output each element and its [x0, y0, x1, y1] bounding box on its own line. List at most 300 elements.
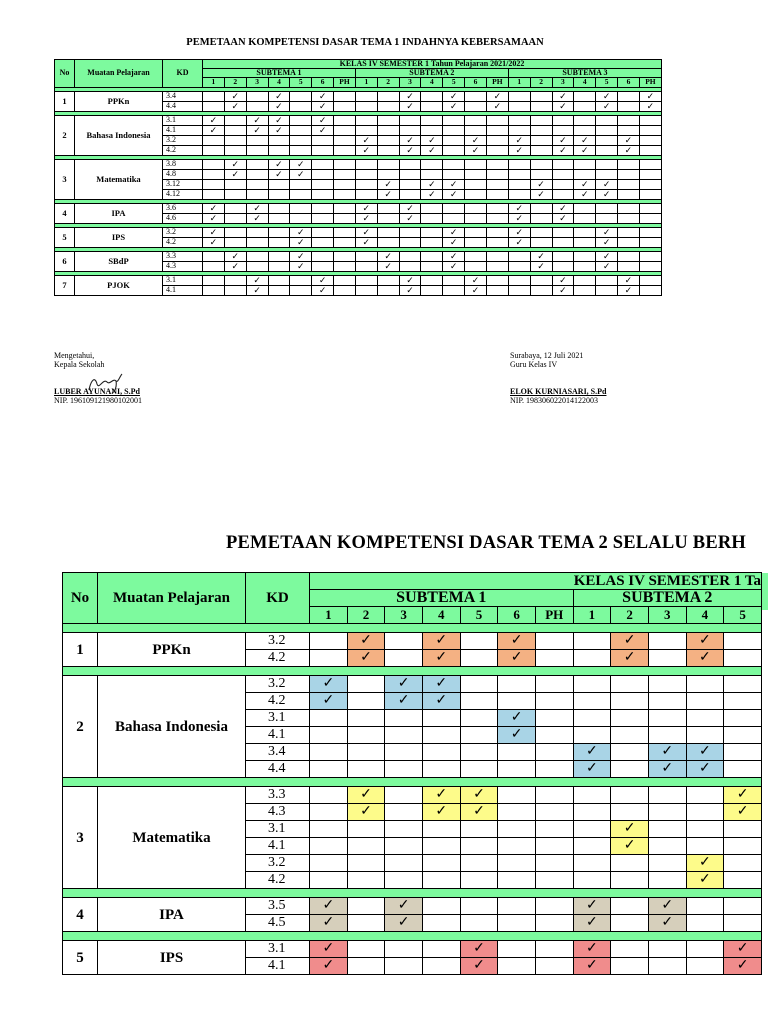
empty-cell — [648, 650, 686, 667]
checkmark-icon: ✓ — [602, 236, 611, 247]
checked-cell — [596, 251, 618, 261]
checked-cell — [530, 261, 552, 271]
signature-left-name: LUBER AYUNANI, S.Pd — [54, 387, 140, 396]
checkmark-icon: ✓ — [736, 804, 749, 819]
column-number: 5 — [596, 78, 618, 87]
empty-cell — [290, 115, 312, 125]
kd-cell: 3.2 — [246, 855, 310, 872]
empty-cell — [460, 898, 498, 915]
empty-cell — [508, 169, 530, 179]
empty-cell — [347, 710, 385, 727]
handwritten-signature — [85, 370, 125, 394]
kd-cell: 3.6 — [163, 203, 203, 213]
signature-right — [510, 351, 606, 405]
empty-cell — [530, 159, 552, 169]
empty-cell — [203, 159, 225, 169]
checked-cell — [465, 145, 487, 155]
checked-cell — [552, 285, 574, 295]
checked-cell — [290, 251, 312, 261]
checked-cell — [552, 275, 574, 285]
checked-cell — [552, 91, 574, 101]
empty-cell — [334, 145, 356, 155]
empty-cell — [443, 159, 465, 169]
empty-cell — [422, 821, 460, 838]
empty-cell — [377, 115, 399, 125]
checked-cell — [290, 227, 312, 237]
checked-cell — [421, 135, 443, 145]
empty-cell — [574, 203, 596, 213]
column-number: 6 — [312, 78, 334, 87]
column-number: 2 — [377, 78, 399, 87]
checked-cell — [224, 91, 246, 101]
table-row — [55, 251, 662, 261]
subject-number: 2 — [55, 115, 75, 155]
empty-cell — [596, 169, 618, 179]
empty-cell — [203, 261, 225, 271]
checked-cell — [443, 237, 465, 247]
checked-cell — [508, 227, 530, 237]
empty-cell — [724, 650, 762, 667]
checked-cell — [310, 958, 348, 975]
kd-cell: 4.2 — [163, 237, 203, 247]
empty-cell — [486, 125, 508, 135]
checkmark-icon: ✓ — [559, 134, 567, 145]
checked-cell — [246, 275, 268, 285]
subject-name: PJOK — [75, 275, 163, 295]
checkmark-icon: ✓ — [322, 958, 335, 973]
checked-cell — [618, 145, 640, 155]
empty-cell — [508, 285, 530, 295]
checked-cell — [422, 633, 460, 650]
checked-cell — [377, 261, 399, 271]
checkmark-icon: ✓ — [661, 915, 674, 930]
empty-cell — [443, 275, 465, 285]
empty-cell — [639, 179, 661, 189]
checked-cell — [203, 203, 225, 213]
checkmark-icon: ✓ — [435, 804, 448, 819]
doc2-table-viewport — [0, 572, 768, 1024]
checkmark-icon: ✓ — [318, 284, 327, 295]
empty-cell — [224, 145, 246, 155]
subtema-header-2: SUBTEMA 2 — [355, 69, 508, 78]
empty-cell — [310, 804, 348, 821]
empty-cell — [573, 710, 611, 727]
empty-cell — [639, 251, 661, 261]
empty-cell — [724, 761, 762, 778]
checked-cell — [648, 915, 686, 932]
empty-cell — [290, 189, 312, 199]
checkmark-icon: ✓ — [586, 915, 598, 930]
empty-cell — [498, 898, 536, 915]
checkmark-icon: ✓ — [209, 124, 218, 135]
empty-cell — [648, 693, 686, 710]
checkmark-icon: ✓ — [471, 144, 480, 155]
checkmark-icon: ✓ — [624, 134, 633, 145]
checked-cell — [574, 145, 596, 155]
empty-cell — [498, 958, 536, 975]
subject-name: Matematika — [75, 159, 163, 199]
checkmark-icon: ✓ — [602, 188, 611, 199]
checked-cell — [573, 744, 611, 761]
checkmark-icon: ✓ — [473, 787, 485, 802]
checkmark-icon: ✓ — [736, 787, 749, 802]
kd-cell: 3.1 — [246, 941, 310, 958]
checkmark-icon: ✓ — [449, 250, 458, 261]
empty-cell — [312, 203, 334, 213]
checkmark-icon: ✓ — [362, 202, 371, 213]
empty-cell — [246, 227, 268, 237]
empty-cell — [334, 261, 356, 271]
empty-cell — [618, 189, 640, 199]
empty-cell — [596, 135, 618, 145]
empty-cell — [246, 135, 268, 145]
checkmark-icon: ✓ — [297, 260, 305, 271]
subject-number: 3 — [63, 787, 98, 889]
header-kelas: KELAS IV SEMESTER 1 Ta — [310, 573, 762, 590]
empty-cell — [310, 633, 348, 650]
empty-cell — [334, 125, 356, 135]
empty-cell — [486, 261, 508, 271]
empty-cell — [530, 125, 552, 135]
kd-cell: 4.8 — [163, 169, 203, 179]
checkmark-icon: ✓ — [253, 114, 261, 125]
column-number: 5 — [460, 607, 498, 624]
empty-cell — [422, 915, 460, 932]
checkmark-icon: ✓ — [449, 188, 458, 199]
empty-cell — [573, 821, 611, 838]
checked-cell — [465, 275, 487, 285]
empty-cell — [596, 145, 618, 155]
empty-cell — [377, 237, 399, 247]
checked-cell — [385, 676, 423, 693]
empty-cell — [224, 275, 246, 285]
subject-name: SBdP — [75, 251, 163, 271]
checkmark-icon: ✓ — [473, 958, 485, 973]
empty-cell — [246, 169, 268, 179]
empty-cell — [312, 261, 334, 271]
empty-cell — [312, 213, 334, 223]
empty-cell — [486, 275, 508, 285]
empty-cell — [611, 898, 649, 915]
empty-cell — [422, 727, 460, 744]
empty-cell — [399, 115, 421, 125]
empty-cell — [724, 633, 762, 650]
checked-cell — [422, 804, 460, 821]
empty-cell — [385, 872, 423, 889]
empty-cell — [290, 91, 312, 101]
empty-cell — [334, 115, 356, 125]
empty-cell — [686, 676, 724, 693]
empty-cell — [385, 821, 423, 838]
empty-cell — [268, 227, 290, 237]
empty-cell — [611, 693, 649, 710]
checked-cell — [310, 898, 348, 915]
checkmark-icon: ✓ — [580, 178, 589, 189]
empty-cell — [611, 676, 649, 693]
empty-cell — [355, 275, 377, 285]
empty-cell — [246, 91, 268, 101]
empty-cell — [618, 237, 640, 247]
empty-cell — [573, 727, 611, 744]
empty-cell — [443, 135, 465, 145]
empty-cell — [203, 285, 225, 295]
empty-cell — [573, 855, 611, 872]
checked-cell — [686, 650, 724, 667]
checked-cell — [686, 744, 724, 761]
checked-cell — [724, 958, 762, 975]
checked-cell — [573, 761, 611, 778]
checked-cell — [573, 958, 611, 975]
separator-row — [63, 889, 762, 898]
empty-cell — [310, 710, 348, 727]
checkmark-icon: ✓ — [435, 633, 448, 648]
table-row — [63, 941, 762, 958]
checkmark-icon: ✓ — [699, 650, 711, 665]
checked-cell — [530, 189, 552, 199]
empty-cell — [648, 804, 686, 821]
empty-cell — [310, 872, 348, 889]
empty-cell — [611, 804, 649, 821]
column-number: 3 — [385, 607, 423, 624]
checkmark-icon: ✓ — [275, 158, 283, 169]
empty-cell — [535, 838, 573, 855]
checkmark-icon: ✓ — [318, 100, 327, 111]
empty-cell — [648, 633, 686, 650]
empty-cell — [552, 261, 574, 271]
empty-cell — [596, 203, 618, 213]
kd-cell: 4.3 — [163, 261, 203, 271]
table-row — [55, 115, 662, 125]
kd-cell: 4.1 — [246, 838, 310, 855]
checked-cell — [355, 237, 377, 247]
checkmark-icon: ✓ — [318, 124, 327, 135]
empty-cell — [334, 275, 356, 285]
kd-cell: 4.12 — [163, 189, 203, 199]
empty-cell — [422, 744, 460, 761]
empty-cell — [611, 855, 649, 872]
doc1-competency-table — [54, 59, 662, 296]
checkmark-icon: ✓ — [699, 744, 711, 759]
signature-left-line2: Kepala Sekolah — [54, 360, 105, 369]
empty-cell — [535, 915, 573, 932]
empty-cell — [686, 727, 724, 744]
empty-cell — [686, 941, 724, 958]
kd-cell: 3.8 — [163, 159, 203, 169]
checked-cell — [312, 91, 334, 101]
checkmark-icon: ✓ — [515, 226, 523, 237]
checked-cell — [574, 189, 596, 199]
empty-cell — [535, 787, 573, 804]
empty-cell — [399, 251, 421, 261]
kd-cell: 4.1 — [163, 285, 203, 295]
empty-cell — [535, 804, 573, 821]
empty-cell — [618, 159, 640, 169]
header-muatan: Muatan Pelajaran — [98, 573, 246, 624]
empty-cell — [385, 958, 423, 975]
checkmark-icon: ✓ — [471, 134, 480, 145]
empty-cell — [530, 115, 552, 125]
empty-cell — [422, 761, 460, 778]
checkmark-icon: ✓ — [449, 260, 458, 271]
empty-cell — [224, 203, 246, 213]
checkmark-icon: ✓ — [397, 898, 410, 913]
empty-cell — [498, 838, 536, 855]
empty-cell — [421, 91, 443, 101]
empty-cell — [385, 941, 423, 958]
empty-cell — [486, 251, 508, 261]
empty-cell — [347, 838, 385, 855]
kd-cell: 3.1 — [163, 275, 203, 285]
checked-cell — [508, 203, 530, 213]
checkmark-icon: ✓ — [602, 90, 611, 101]
checkmark-icon: ✓ — [297, 168, 305, 179]
empty-cell — [486, 203, 508, 213]
empty-cell — [552, 179, 574, 189]
empty-cell — [573, 693, 611, 710]
checkmark-icon: ✓ — [449, 178, 458, 189]
empty-cell — [268, 145, 290, 155]
empty-cell — [334, 169, 356, 179]
empty-cell — [618, 213, 640, 223]
checked-cell — [268, 101, 290, 111]
checkmark-icon: ✓ — [510, 633, 523, 648]
empty-cell — [498, 941, 536, 958]
empty-cell — [596, 275, 618, 285]
empty-cell — [290, 125, 312, 135]
checked-cell — [498, 650, 536, 667]
empty-cell — [421, 261, 443, 271]
column-number: 1 — [203, 78, 225, 87]
checked-cell — [312, 125, 334, 135]
checkmark-icon: ✓ — [297, 226, 305, 237]
empty-cell — [618, 169, 640, 179]
checkmark-icon: ✓ — [209, 236, 218, 247]
empty-cell — [611, 727, 649, 744]
checkmark-icon: ✓ — [559, 100, 567, 111]
column-number: 5 — [290, 78, 312, 87]
checked-cell — [611, 633, 649, 650]
checked-cell — [310, 915, 348, 932]
empty-cell — [246, 145, 268, 155]
empty-cell — [552, 227, 574, 237]
empty-cell — [611, 761, 649, 778]
column-number: 4 — [268, 78, 290, 87]
column-number: 2 — [530, 78, 552, 87]
kd-cell: 3.2 — [163, 227, 203, 237]
checkmark-icon: ✓ — [322, 676, 335, 691]
checkmark-icon: ✓ — [406, 284, 414, 295]
checkmark-icon: ✓ — [435, 676, 448, 691]
empty-cell — [486, 227, 508, 237]
empty-cell — [639, 213, 661, 223]
empty-cell — [268, 261, 290, 271]
empty-cell — [724, 676, 762, 693]
empty-cell — [686, 821, 724, 838]
empty-cell — [399, 261, 421, 271]
subject-name: IPA — [75, 203, 163, 223]
checkmark-icon: ✓ — [318, 274, 327, 285]
kd-cell: 4.1 — [246, 958, 310, 975]
empty-cell — [498, 872, 536, 889]
empty-cell — [347, 941, 385, 958]
empty-cell — [611, 958, 649, 975]
empty-cell — [574, 237, 596, 247]
empty-cell — [290, 135, 312, 145]
empty-cell — [574, 159, 596, 169]
checked-cell — [552, 213, 574, 223]
empty-cell — [224, 213, 246, 223]
checkmark-icon: ✓ — [406, 144, 414, 155]
empty-cell — [639, 145, 661, 155]
empty-cell — [347, 958, 385, 975]
subject-number: 1 — [55, 91, 75, 111]
checked-cell — [268, 91, 290, 101]
checked-cell — [355, 203, 377, 213]
empty-cell — [724, 744, 762, 761]
checkmark-icon: ✓ — [586, 744, 598, 759]
subject-number: 2 — [63, 676, 98, 778]
checked-cell — [596, 101, 618, 111]
checkmark-icon: ✓ — [586, 941, 598, 956]
checked-cell — [385, 693, 423, 710]
empty-cell — [724, 898, 762, 915]
checkmark-icon: ✓ — [449, 100, 458, 111]
empty-cell — [377, 227, 399, 237]
checked-cell — [422, 676, 460, 693]
checked-cell — [460, 958, 498, 975]
empty-cell — [486, 159, 508, 169]
checked-cell — [686, 761, 724, 778]
empty-cell — [203, 251, 225, 261]
empty-cell — [290, 145, 312, 155]
checked-cell — [399, 275, 421, 285]
empty-cell — [443, 285, 465, 295]
separator-cell — [63, 932, 762, 941]
checkmark-icon: ✓ — [322, 898, 335, 913]
empty-cell — [724, 838, 762, 855]
checkmark-icon: ✓ — [231, 100, 240, 111]
checked-cell — [377, 251, 399, 261]
empty-cell — [290, 101, 312, 111]
empty-cell — [535, 898, 573, 915]
checkmark-icon: ✓ — [360, 804, 372, 819]
empty-cell — [648, 727, 686, 744]
checkmark-icon: ✓ — [515, 202, 523, 213]
table-row — [55, 91, 662, 101]
checked-cell — [312, 115, 334, 125]
empty-cell — [552, 125, 574, 135]
column-number: 4 — [686, 607, 724, 624]
empty-cell — [535, 821, 573, 838]
checked-cell — [596, 91, 618, 101]
column-number: 6 — [498, 607, 536, 624]
empty-cell — [574, 261, 596, 271]
kd-cell: 3.1 — [246, 821, 310, 838]
checkmark-icon: ✓ — [297, 250, 305, 261]
checked-cell — [290, 237, 312, 247]
empty-cell — [460, 633, 498, 650]
checkmark-icon: ✓ — [253, 274, 261, 285]
empty-cell — [486, 145, 508, 155]
checked-cell — [611, 838, 649, 855]
checkmark-icon: ✓ — [231, 90, 240, 101]
empty-cell — [465, 115, 487, 125]
checked-cell — [618, 275, 640, 285]
empty-cell — [421, 115, 443, 125]
column-number: 1 — [573, 607, 611, 624]
empty-cell — [347, 676, 385, 693]
kd-cell: 3.12 — [163, 179, 203, 189]
